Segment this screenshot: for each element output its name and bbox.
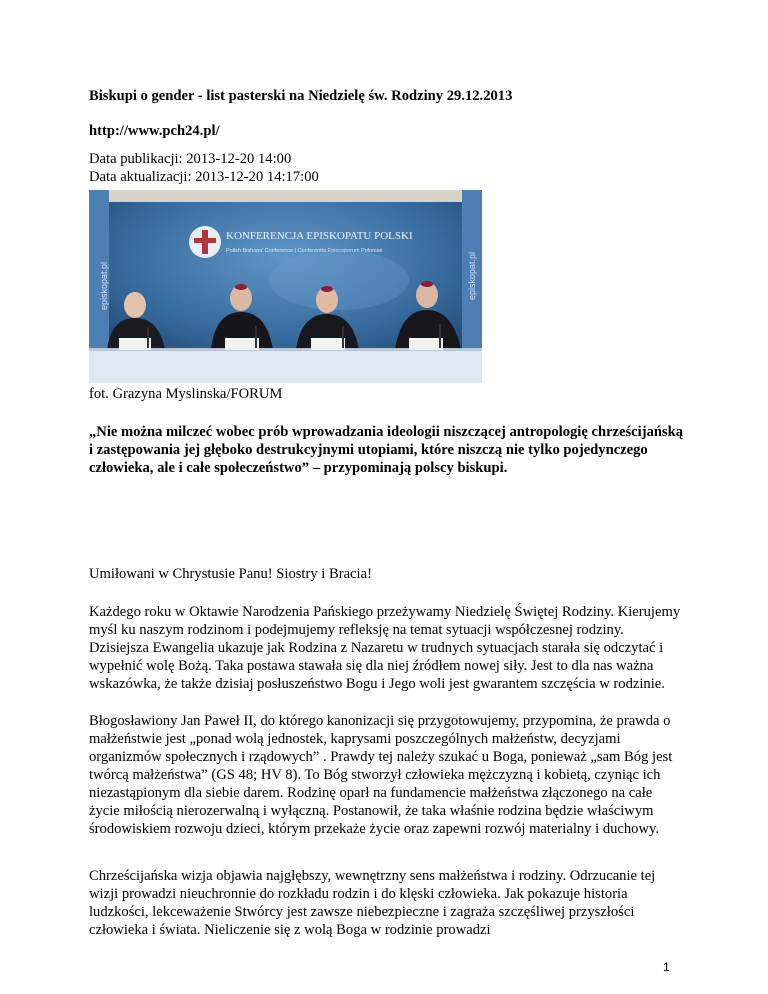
photo-illustration [89,190,482,383]
conference-table [89,348,482,383]
name-card [311,338,345,350]
update-date: Data aktualizacji: 2013-12-20 14:17:00 [89,169,319,185]
paragraph: Każdego roku w Oktawie Narodzenia Pańskiego przeżywamy Niedzielę Świętej Rodziny. Kierujemy myśl ku naszym rodzinom i podejmujemy refleksję na temat sytuacji współczesnej rodziny. Dzisiejsza Ewangelia ukazuje jak Rodzina z Nazaretu w trudnych sytuacjach starała się odczytać i wypełnić wolę Bożą. Taka postawa stawała się dla niej źródłem nowej siły. Jest to dla nas ważna wskazówka, że także dzisiaj posłuszeństwo Bogu i Jego woli jest gwarantem szczęścia w rodzinie. [89,604,681,692]
page-number: 1 [663,960,670,974]
banner-title: KONFERENCJA EPISKOPATU POLSKI [226,230,413,242]
paragraph: Błogosławiony Jan Paweł II, do którego kanonizacji się przygotowujemy, przypomina, że prawda o małżeństwie jest „ponad wolą jednostek, kaprysami poszczególnych małżeństw, decyzjami organizmów społecznych i rządowych” . Prawdy tej należy szukać u Boga, ponieważ „sam Bóg jest twórcą małżeństwa” (GS 48; HV 8). To Bóg stworzył człowieka mężczyzną i kobietą, czyniąc ich niezastąpionym dla siebie darem. Rodzinę oparł na fundamencie małżeństwa złączonego na całe życie miłością nierozerwalną i wyłączną. Postanowił, że taka właśnie rodzina będzie właściwym środowiskiem rozwoju dzieci, którym przekaże życie oraz zapewni rozwój materialny i duchowy. [89,713,673,837]
source-url[interactable]: http://www.pch24.pl/ [89,123,220,139]
lead-quote: „Nie można milczeć wobec prób wprowadzania ideologii niszczącej antropologię chrześcijańską i zastępowania jej głęboko destrukcyjnymi utopiami, które niszczą nie tylko pojedynczego człowieka, ale i całe społeczeństwo” – przypominają polscy biskupi. [89,424,684,476]
photo-caption: fot. Grazyna Myslinska/FORUM [89,386,283,402]
side-text-right: episkopat.pl [467,251,477,300]
name-card [225,338,259,350]
greeting: Umiłowani w Chrystusie Panu! Siostry i Bracia! [89,566,372,582]
side-text-left: episkopat.pl [99,261,109,310]
document-title: Biskupi o gender - list pasterski na Niedzielę św. Rodziny 29.12.2013 [89,88,513,104]
publication-date: Data publikacji: 2013-12-20 14:00 [89,151,292,167]
press-conference-photo [89,190,482,383]
episcopate-emblem [189,226,221,258]
name-card [119,338,151,350]
publication-dates [89,150,684,186]
name-card [409,338,443,350]
paragraph: Chrześcijańska wizja objawia najgłębszy, wewnętrzny sens małżeństwa i rodziny. Odrzucanie tej wizji prowadzi nieuchronnie do rozkładu rodzin i do klęski człowieka. Jak pokazuje historia ludzkości, lekceważenie Stwórcy jest zawsze niebezpieczne i zagraża szczęśliwej przyszłości człowieka i świata. Nieliczenie się z wolą Boga w rodzinie prowadzi [89,868,656,938]
banner-subtitle: Polish Bishops' Conference | Conferentia Episcoporum Poloniae [226,248,383,254]
